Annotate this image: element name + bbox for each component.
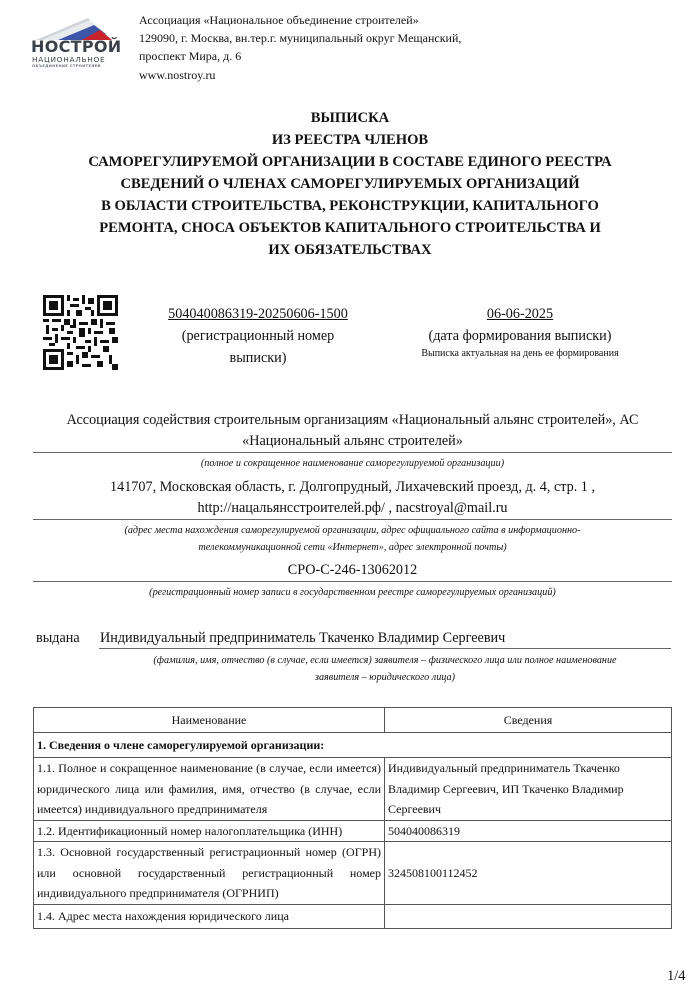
issued-to-value: Индивидуальный предприниматель Ткаченко Владимир Сергеевич [100, 630, 506, 646]
member-info-table [33, 707, 672, 929]
title-line: В ОБЛАСТИ СТРОИТЕЛЬСТВА, РЕКОНСТРУКЦИИ, КАПИТАЛЬНОГО [101, 198, 599, 214]
divider [33, 519, 672, 520]
issued-label: выдана [36, 630, 80, 646]
row-label: 1.2. Идентификационный номер налогоплательщика (ИНН) [34, 820, 385, 842]
table-section-row [34, 733, 672, 758]
table-row [34, 904, 672, 928]
row-value: 324508100112452 [385, 842, 672, 905]
sro-registry-number: СРО-С-246-13062012 [287, 562, 418, 578]
sro-contacts-line: http://нацальянсстроителей.рф/ , nacstroyal@mail.ru [197, 500, 508, 516]
title-line: ИЗ РЕЕСТРА ЧЛЕНОВ [271, 132, 429, 148]
logo-title: НОСТРОЙ [31, 37, 122, 56]
divider [33, 452, 672, 453]
row-value [385, 904, 672, 928]
extract-reg-number-caption: выписки) [229, 350, 287, 366]
sro-registry-caption: (регистрационный номер записи в государственном реестре саморегулируемых организаций) [149, 587, 556, 598]
issued-caption [99, 652, 671, 686]
issuer-address-1: 129090, г. Москва, вн.тер.г. муниципальный округ Мещанский, [139, 31, 462, 46]
sro-address-caption [33, 522, 672, 556]
row-value: Индивидуальный предприниматель Ткаченко Владимир Сергеевич, ИП Ткаченко Владимир Сергеевич [385, 758, 672, 821]
extract-date-caption: (дата формирования выписки) [428, 328, 612, 344]
issuer-address-2: проспект Мира, д. 6 [139, 49, 242, 64]
sro-address-line: 141707, Московская область, г. Долгопрудный, Лихачевский проезд, д. 4, стр. 1 , [110, 479, 595, 495]
column-header-name: Наименование [34, 708, 385, 733]
sro-name-caption: (полное и сокращенное наименование саморегулируемой организации) [200, 458, 505, 469]
issuer-name: Ассоциация «Национальное объединение строителей» [139, 13, 419, 27]
extract-reg-number: 504040086319-20250606-1500 [168, 306, 348, 322]
title-line: САМОРЕГУЛИРУЕМОЙ ОРГАНИЗАЦИИ В СОСТАВЕ ЕДИНОГО РЕЕСТРА [88, 154, 612, 170]
nostroy-logo [26, 18, 122, 78]
title-line: ВЫПИСКА [310, 110, 390, 126]
column-header-info: Сведения [385, 708, 672, 733]
table-row [34, 758, 672, 821]
document-title [60, 107, 640, 261]
caption-line: (адрес места нахождения саморегулируемой организации, адрес официального сайта в информационно- [124, 525, 581, 536]
caption-line: телекоммуникационной сети «Интернет», адрес электронной почты) [198, 542, 507, 553]
section-title: 1. Сведения о члене саморегулируемой организации: [34, 733, 672, 758]
sro-name-line: Ассоциация содействия строительным организациям «Национальный альянс строителей», АС [66, 412, 639, 428]
sro-address [33, 477, 672, 519]
extract-reg-number-caption: (регистрационный номер [181, 328, 335, 344]
divider [33, 581, 672, 582]
extract-date-note: Выписка актуальная на день ее формирования [421, 348, 619, 359]
title-line: РЕМОНТА, СНОСА ОБЪЕКТОВ КАПИТАЛЬНОГО СТРОИТЕЛЬСТВА И [99, 220, 601, 236]
logo-subtitle: НАЦИОНАЛЬНОЕ [32, 55, 106, 64]
table-row [34, 842, 672, 905]
issuer-info [139, 11, 461, 84]
sro-name-line: «Национальный альянс строителей» [242, 433, 463, 449]
logo-tagline: ОБЪЕДИНЕНИЕ СТРОИТЕЛЕЙ [32, 64, 101, 68]
issuer-website[interactable]: www.nostroy.ru [139, 67, 216, 82]
qr-code-icon[interactable] [43, 295, 118, 370]
table-row [34, 820, 672, 842]
row-label: 1.4. Адрес места нахождения юридического лица [34, 904, 385, 928]
caption-line: (фамилия, имя, отчество (в случае, если имеется) заявителя – физического лица или полное наименование [153, 655, 617, 666]
table-header-row [34, 708, 672, 733]
divider [99, 648, 671, 649]
page-indicator: 1/4 [667, 968, 686, 984]
sro-name [33, 410, 672, 452]
title-line: ИХ ОБЯЗАТЕЛЬСТВАХ [268, 242, 432, 258]
title-line: СВЕДЕНИЙ О ЧЛЕНАХ САМОРЕГУЛИРУЕМЫХ ОРГАНИЗАЦИЙ [120, 176, 580, 192]
extract-date: 06-06-2025 [486, 306, 554, 322]
extract-date-block [405, 303, 635, 361]
row-label: 1.3. Основной государственный регистрационный номер (ОГРН) или основной государственный регистрационный номер индивидуального предпринимателя (ОГРНИП) [34, 842, 385, 905]
caption-line: заявителя – юридического лица) [314, 672, 456, 683]
extract-reg-number-block [150, 303, 366, 369]
row-label: 1.1. Полное и сокращенное наименование (в случае, если имеется) юридического лица или фамилия, имя, отчество (в случае, если имеется) индивидуального предпринимателя [34, 758, 385, 821]
row-value: 504040086319 [385, 820, 672, 842]
